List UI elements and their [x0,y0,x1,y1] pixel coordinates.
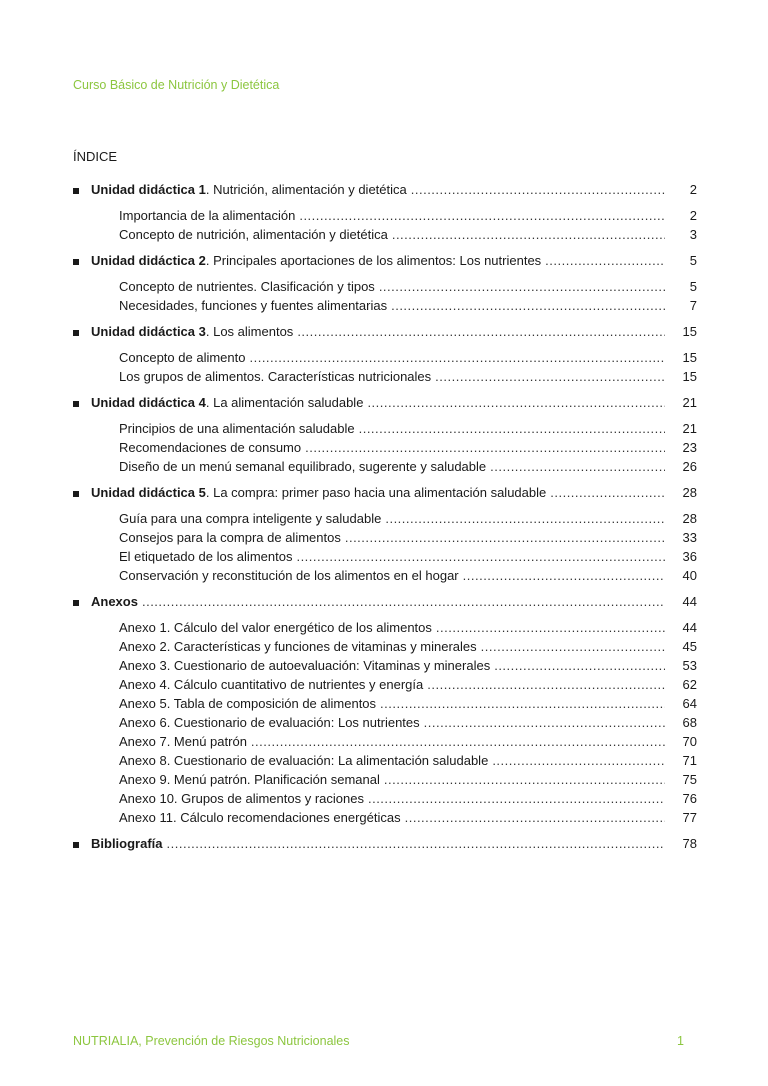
toc-entry[interactable] [73,350,697,369]
toc-entry-title: Anexo 4. Cálculo cuantitativo de nutrientes y energía [119,677,424,692]
dot-leader [411,182,665,197]
toc-entry[interactable] [73,208,697,227]
dot-leader [249,350,665,365]
toc-entry-title: Conservación y reconstitución de los alimentos en el hogar [119,568,459,583]
toc-entry-title: Concepto de alimento [119,350,246,365]
dot-leader [384,772,665,787]
toc-page-number: 44 [682,594,697,609]
bullet-icon [73,188,79,194]
bullet-icon [73,842,79,848]
dot-leader [299,208,665,223]
toc-entry[interactable] [73,639,697,658]
toc-subitems [73,279,697,317]
dot-leader [436,620,665,635]
toc-unit-title [91,836,163,851]
dot-leader [391,298,665,313]
toc-unit-title [91,395,363,410]
toc-entry-title: Anexo 9. Menú patrón. Planificación semanal [119,772,380,787]
toc-page-number: 68 [682,715,697,730]
toc-unit-label: Unidad didáctica 5 [91,485,206,500]
toc-entry[interactable] [73,568,697,587]
toc-entry-title: Principios de una alimentación saludable [119,421,355,436]
toc-entry-title: Anexo 5. Tabla de composición de alimentos [119,696,377,711]
dot-leader [435,369,665,384]
toc-entry-title: Guía para una compra inteligente y saludable [119,511,382,526]
bullet-icon [73,491,79,497]
toc-page-number: 53 [682,658,697,673]
toc-subitems [73,620,697,829]
dot-leader [385,511,665,526]
toc-entry-title: Concepto de nutrición, alimentación y dietética [119,227,388,242]
toc-entry[interactable] [73,734,697,753]
dot-leader [359,421,665,436]
toc-unit[interactable] [73,485,697,504]
footer-page-number: 1 [677,1034,684,1048]
toc-unit-label: Unidad didáctica 3 [91,324,206,339]
toc-entry-title: El etiquetado de los alimentos [119,549,293,564]
toc-page-number: 78 [682,836,697,851]
toc-entry-title: Anexo 3. Cuestionario de autoevaluación: Vitaminas y minerales [119,658,491,673]
dot-leader [368,791,665,806]
toc-entry[interactable] [73,549,697,568]
toc-page-number: 45 [682,639,697,654]
bullet-icon [73,401,79,407]
dot-leader [297,324,665,339]
toc-unit-label: Unidad didáctica 1 [91,182,206,197]
toc-page-number: 23 [682,440,697,455]
toc-unit-label: Bibliografía [91,836,163,851]
table-of-contents [73,182,697,862]
dot-leader [427,677,665,692]
toc-entry-title: Concepto de nutrientes. Clasificación y tipos [119,279,375,294]
toc-entry-title: Importancia de la alimentación [119,208,296,223]
toc-page-number: 21 [682,395,697,410]
toc-entry-title: Anexo 8. Cuestionario de evaluación: La alimentación saludable [119,753,489,768]
toc-entry-title: Recomendaciones de consumo [119,440,302,455]
toc-unit[interactable] [73,253,697,272]
toc-page-number: 5 [689,279,697,294]
dot-leader [424,715,665,730]
toc-page-number: 40 [682,568,697,583]
toc-page-number: 33 [682,530,697,545]
toc-unit[interactable] [73,182,697,201]
toc-unit-subtitle: . Nutrición, alimentación y dietética [205,182,407,197]
toc-entry[interactable] [73,421,697,440]
toc-subitems [73,350,697,388]
toc-entry[interactable] [73,511,697,530]
toc-page-number: 7 [689,298,697,313]
toc-page-number: 15 [682,350,697,365]
toc-entry[interactable] [73,772,697,791]
toc-unit-title [91,182,407,197]
toc-page-number: 76 [682,791,697,806]
dot-leader [481,639,665,654]
toc-entry[interactable] [73,696,697,715]
running-header: Curso Básico de Nutrición y Dietética [73,78,280,92]
toc-subitems [73,421,697,478]
toc-page-number: 77 [682,810,697,825]
dot-leader [380,696,665,711]
bullet-icon [73,259,79,265]
toc-entry-title: Diseño de un menú semanal equilibrado, sugerente y saludable [119,459,487,474]
toc-unit[interactable] [73,594,697,613]
toc-entry[interactable] [73,677,697,696]
toc-unit-title [91,324,293,339]
index-title: ÍNDICE [73,149,118,164]
toc-unit-label: Unidad didáctica 2 [91,253,206,268]
bullet-icon [73,330,79,336]
toc-entry[interactable] [73,810,697,829]
dot-leader [345,530,665,545]
toc-entry[interactable] [73,530,697,549]
dot-leader [142,594,665,609]
toc-unit[interactable] [73,324,697,343]
toc-entry-title: Anexo 1. Cálculo del valor energético de los alimentos [119,620,432,635]
toc-entry[interactable] [73,298,697,317]
toc-unit-label: Unidad didáctica 4 [91,395,206,410]
dot-leader [305,440,665,455]
toc-entry-title: Anexo 11. Cálculo recomendaciones energéticas [119,810,401,825]
toc-page-number: 2 [689,182,697,197]
toc-page-number: 2 [689,208,697,223]
toc-entry-title: Consejos para la compra de alimentos [119,530,341,545]
dot-leader [405,810,665,825]
toc-entry[interactable] [73,227,697,246]
toc-entry[interactable] [73,715,697,734]
toc-unit-title [91,485,546,500]
toc-page-number: 26 [682,459,697,474]
toc-entry[interactable] [73,459,697,478]
toc-page-number: 62 [682,677,697,692]
toc-page-number: 3 [689,227,697,242]
toc-entry[interactable] [73,753,697,772]
dot-leader [492,753,665,768]
toc-unit-title [91,594,138,609]
toc-entry[interactable] [73,620,697,639]
toc-page-number: 44 [682,620,697,635]
toc-unit-subtitle: . Principales aportaciones de los alimentos: Los nutrientes [205,253,542,268]
toc-unit-subtitle: . La compra: primer paso hacia una alimentación saludable [205,485,547,500]
toc-entry-title: Anexo 6. Cuestionario de evaluación: Los nutrientes [119,715,420,730]
bullet-icon [73,600,79,606]
toc-page-number: 21 [682,421,697,436]
toc-entry[interactable] [73,279,697,298]
dot-leader [167,836,665,851]
toc-entry-title: Anexo 7. Menú patrón [119,734,247,749]
dot-leader [392,227,665,242]
toc-subitems [73,511,697,587]
toc-entry[interactable] [73,658,697,677]
dot-leader [550,485,665,500]
toc-unit[interactable] [73,395,697,414]
dot-leader [296,549,665,564]
toc-unit-title [91,253,541,268]
dot-leader [545,253,665,268]
toc-page-number: 36 [682,549,697,564]
toc-page-number: 75 [682,772,697,787]
dot-leader [490,459,665,474]
toc-page-number: 5 [689,253,697,268]
toc-page-number: 28 [682,511,697,526]
toc-unit-subtitle: . Los alimentos [205,324,294,339]
dot-leader [251,734,665,749]
toc-unit-subtitle: . La alimentación saludable [205,395,364,410]
toc-page-number: 70 [682,734,697,749]
toc-unit-label: Anexos [91,594,138,609]
toc-entry-title: Necesidades, funciones y fuentes alimentarias [119,298,388,313]
toc-page-number: 64 [682,696,697,711]
toc-unit[interactable] [73,836,697,855]
footer-text: NUTRIALIA, Prevención de Riesgos Nutricionales [73,1034,350,1048]
toc-entry-title: Los grupos de alimentos. Características nutricionales [119,369,432,384]
toc-subitems [73,208,697,246]
toc-entry-title: Anexo 2. Características y funciones de vitaminas y minerales [119,639,477,654]
toc-entry-title: Anexo 10. Grupos de alimentos y raciones [119,791,364,806]
dot-leader [463,568,665,583]
dot-leader [379,279,665,294]
dot-leader [367,395,665,410]
toc-entry[interactable] [73,440,697,459]
toc-page-number: 71 [682,753,697,768]
toc-page-number: 15 [682,369,697,384]
toc-entry[interactable] [73,791,697,810]
dot-leader [494,658,665,673]
toc-page-number: 15 [682,324,697,339]
toc-page-number: 28 [682,485,697,500]
toc-entry[interactable] [73,369,697,388]
